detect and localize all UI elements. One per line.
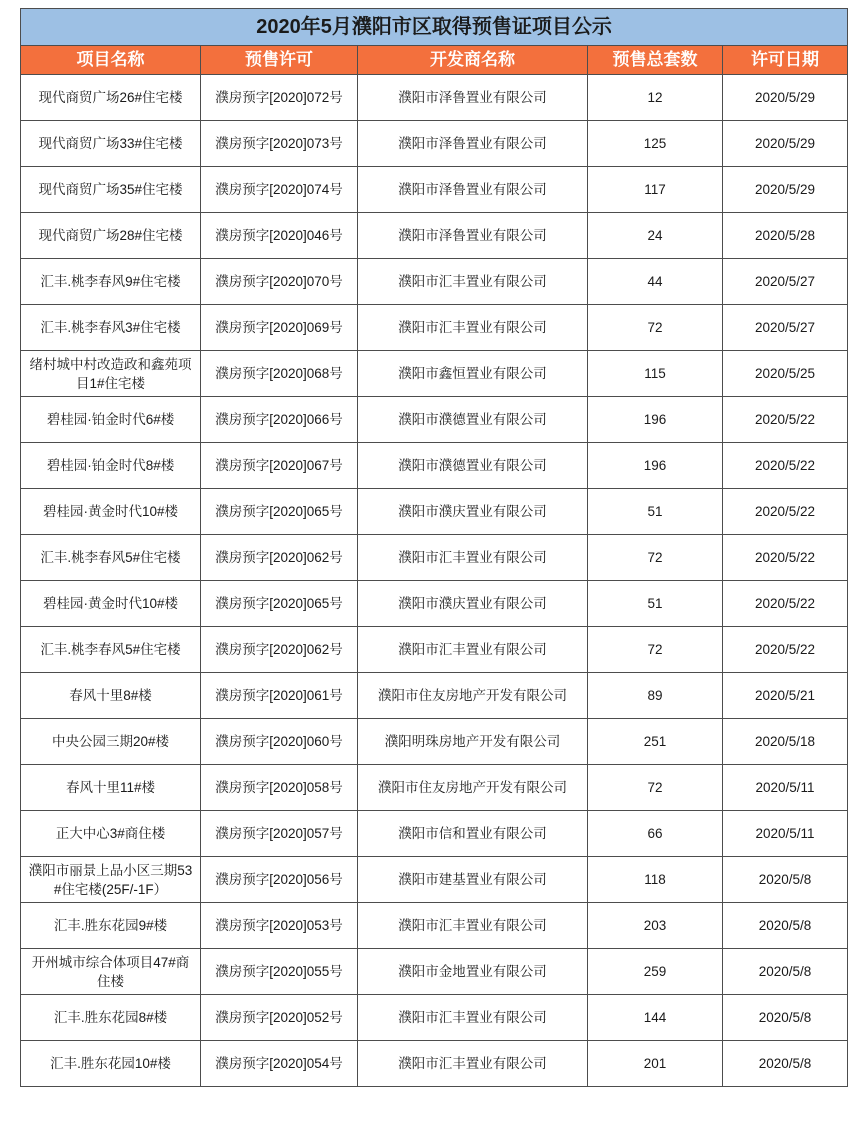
cell-project-name (21, 857, 201, 903)
cell-text: 251 (643, 734, 667, 749)
cell-text: 2020/5/18 (755, 734, 816, 749)
cell-permit-date (723, 305, 848, 351)
cell-text: 濮房预字[2020]061号 (215, 688, 343, 703)
cell-text: 2020/5/11 (755, 780, 815, 795)
cell-text: 51 (647, 504, 663, 519)
cell-text: 72 (647, 550, 663, 565)
cell-developer (358, 903, 588, 949)
cell-text: 24 (647, 228, 663, 243)
cell-presale-permit (201, 489, 358, 535)
cell-total-units (588, 167, 723, 213)
cell-text: 濮房预字[2020]067号 (215, 458, 343, 473)
cell-text: 2020/5/27 (755, 274, 816, 289)
cell-text: 汇丰.桃李春风5#住宅楼 (40, 550, 181, 565)
cell-developer (358, 857, 588, 903)
cell-total-units (588, 673, 723, 719)
cell-text: 2020/5/8 (758, 1010, 812, 1025)
cell-text: 2020/5/22 (755, 504, 816, 519)
table-row (21, 489, 848, 535)
cell-permit-date (723, 167, 848, 213)
cell-total-units (588, 305, 723, 351)
cell-presale-permit (201, 581, 358, 627)
cell-text: 濮房预字[2020]070号 (215, 274, 343, 289)
cell-text: 196 (643, 458, 667, 473)
table-row (21, 213, 848, 259)
cell-project-name (21, 397, 201, 443)
cell-text: 2020/5/22 (755, 412, 816, 427)
cell-text: 濮房预字[2020]073号 (215, 136, 343, 151)
cell-text: 濮房预字[2020]065号 (215, 596, 343, 611)
cell-project-name (21, 213, 201, 259)
cell-text: 濮阳市汇丰置业有限公司 (398, 274, 547, 289)
cell-permit-date (723, 75, 848, 121)
cell-text: 2020/5/29 (755, 136, 816, 151)
cell-presale-permit (201, 75, 358, 121)
cell-total-units (588, 811, 723, 857)
cell-text: 濮房预字[2020]057号 (215, 826, 343, 841)
table-row (21, 259, 848, 305)
cell-permit-date (723, 351, 848, 397)
cell-text: 2020/5/22 (755, 596, 816, 611)
table-row (21, 75, 848, 121)
page-title: 2020年5月濮阳市区取得预售证项目公示 (256, 16, 612, 38)
cell-text: 濮阳市汇丰置业有限公司 (398, 320, 547, 335)
cell-text: 濮阳市汇丰置业有限公司 (398, 642, 547, 657)
table-row (21, 167, 848, 213)
cell-project-name (21, 811, 201, 857)
cell-developer (358, 443, 588, 489)
cell-developer (358, 167, 588, 213)
cell-text: 196 (643, 412, 667, 427)
column-header-presale-permit (201, 46, 358, 75)
table-row (21, 305, 848, 351)
cell-text: 濮房预字[2020]065号 (215, 504, 343, 519)
cell-text: 濮阳市金地置业有限公司 (398, 964, 547, 979)
cell-text: 濮阳市濮庆置业有限公司 (398, 596, 547, 611)
cell-presale-permit (201, 1041, 358, 1087)
cell-text: 濮房预字[2020]062号 (215, 642, 343, 657)
cell-text: 濮阳市汇丰置业有限公司 (398, 1010, 547, 1025)
cell-text: 濮阳市汇丰置业有限公司 (398, 1056, 547, 1071)
cell-project-name (21, 443, 201, 489)
cell-text: 濮房预字[2020]074号 (215, 182, 343, 197)
table-row (21, 995, 848, 1041)
cell-text: 72 (647, 642, 663, 657)
cell-text: 2020/5/8 (758, 918, 812, 933)
cell-total-units (588, 213, 723, 259)
cell-text: 濮阳市汇丰置业有限公司 (398, 918, 547, 933)
cell-text: 濮阳市濮庆置业有限公司 (398, 504, 547, 519)
cell-text: 濮阳市泽鲁置业有限公司 (398, 90, 547, 105)
cell-text: 2020/5/22 (755, 642, 816, 657)
cell-permit-date (723, 581, 848, 627)
cell-text: 2020/5/29 (755, 90, 816, 105)
cell-text: 2020/5/29 (755, 182, 816, 197)
cell-permit-date (723, 213, 848, 259)
cell-developer (358, 673, 588, 719)
cell-text: 现代商贸广场35#住宅楼 (38, 182, 183, 197)
cell-text: 碧桂园·黄金时代10#楼 (42, 504, 179, 519)
cell-permit-date (723, 949, 848, 995)
column-header-developer (358, 46, 588, 75)
cell-presale-permit (201, 397, 358, 443)
cell-permit-date (723, 765, 848, 811)
cell-text: 201 (643, 1056, 667, 1071)
cell-permit-date (723, 673, 848, 719)
cell-total-units (588, 995, 723, 1041)
cell-text: 碧桂园·铂金时代6#楼 (46, 412, 175, 427)
cell-project-name (21, 581, 201, 627)
cell-project-name (21, 949, 201, 995)
cell-text: 濮阳市濮德置业有限公司 (398, 412, 547, 427)
cell-text: 濮房预字[2020]054号 (215, 1056, 343, 1071)
cell-text: 现代商贸广场26#住宅楼 (38, 90, 183, 105)
cell-permit-date (723, 903, 848, 949)
cell-text: 2020/5/28 (755, 228, 816, 243)
cell-permit-date (723, 1041, 848, 1087)
cell-text: 2020/5/21 (755, 688, 816, 703)
cell-presale-permit (201, 995, 358, 1041)
table-row (21, 443, 848, 489)
cell-text: 濮房预字[2020]062号 (215, 550, 343, 565)
cell-text: 203 (643, 918, 667, 933)
cell-text: 汇丰.桃李春风5#住宅楼 (40, 642, 181, 657)
cell-text: 濮房预字[2020]052号 (215, 1010, 343, 1025)
cell-presale-permit (201, 213, 358, 259)
cell-presale-permit (201, 121, 358, 167)
table-row (21, 627, 848, 673)
cell-developer (358, 949, 588, 995)
cell-presale-permit (201, 765, 358, 811)
cell-total-units (588, 75, 723, 121)
cell-permit-date (723, 121, 848, 167)
cell-permit-date (723, 397, 848, 443)
cell-text: 现代商贸广场28#住宅楼 (38, 228, 183, 243)
table-title-row (21, 9, 848, 46)
column-header-label: 许可日期 (751, 50, 820, 69)
cell-text: 66 (647, 826, 663, 841)
cell-text: 2020/5/8 (758, 872, 812, 887)
cell-developer (358, 581, 588, 627)
cell-text: 2020/5/27 (755, 320, 816, 335)
table-row (21, 351, 848, 397)
cell-presale-permit (201, 719, 358, 765)
cell-text: 89 (647, 688, 663, 703)
cell-project-name (21, 75, 201, 121)
cell-total-units (588, 1041, 723, 1087)
cell-total-units (588, 397, 723, 443)
cell-total-units (588, 719, 723, 765)
cell-text: 正大中心3#商住楼 (55, 826, 166, 841)
cell-project-name (21, 121, 201, 167)
cell-text: 259 (643, 964, 667, 979)
cell-developer (358, 535, 588, 581)
cell-permit-date (723, 443, 848, 489)
column-header-permit-date (723, 46, 848, 75)
cell-total-units (588, 949, 723, 995)
table-header-row (21, 46, 848, 75)
presale-permit-table (20, 8, 848, 1087)
cell-presale-permit (201, 305, 358, 351)
cell-project-name (21, 627, 201, 673)
cell-total-units (588, 351, 723, 397)
cell-text: 汇丰.桃李春风3#住宅楼 (40, 320, 181, 335)
cell-text: 濮阳明珠房地产开发有限公司 (384, 734, 561, 749)
cell-text: 2020/5/8 (758, 964, 812, 979)
cell-text: 汇丰.胜东花园9#楼 (53, 918, 168, 933)
cell-developer (358, 259, 588, 305)
cell-developer (358, 213, 588, 259)
cell-permit-date (723, 995, 848, 1041)
cell-project-name (21, 995, 201, 1041)
cell-developer (358, 995, 588, 1041)
cell-text: 2020/5/8 (758, 1056, 812, 1071)
cell-text: 现代商贸广场33#住宅楼 (38, 136, 183, 151)
cell-total-units (588, 259, 723, 305)
cell-text: 濮阳市汇丰置业有限公司 (398, 550, 547, 565)
cell-developer (358, 765, 588, 811)
cell-developer (358, 811, 588, 857)
cell-total-units (588, 489, 723, 535)
cell-text: 117 (644, 182, 666, 197)
cell-presale-permit (201, 811, 358, 857)
cell-text: 72 (647, 320, 663, 335)
cell-developer (358, 305, 588, 351)
table-row (21, 811, 848, 857)
cell-text: 汇丰.胜东花园10#楼 (50, 1056, 171, 1071)
cell-text: 濮房预字[2020]046号 (215, 228, 343, 243)
table-row (21, 765, 848, 811)
cell-total-units (588, 121, 723, 167)
column-header-label: 预售许可 (245, 50, 313, 69)
cell-text: 绪村城中村改造政和鑫苑项目1#住宅楼 (29, 356, 192, 391)
cell-presale-permit (201, 351, 358, 397)
cell-project-name (21, 1041, 201, 1087)
cell-text: 中央公园三期20#楼 (51, 734, 170, 749)
cell-total-units (588, 443, 723, 489)
table-row (21, 949, 848, 995)
cell-text: 44 (647, 274, 663, 289)
cell-text: 濮房预字[2020]072号 (215, 90, 343, 105)
cell-text: 2020/5/11 (755, 826, 815, 841)
cell-total-units (588, 535, 723, 581)
cell-developer (358, 351, 588, 397)
cell-text: 濮房预字[2020]069号 (215, 320, 343, 335)
cell-developer (358, 397, 588, 443)
cell-text: 濮阳市信和置业有限公司 (398, 826, 547, 841)
cell-permit-date (723, 719, 848, 765)
cell-text: 濮阳市泽鲁置业有限公司 (398, 182, 547, 197)
cell-text: 144 (643, 1010, 667, 1025)
cell-text: 濮房预字[2020]053号 (215, 918, 343, 933)
cell-permit-date (723, 259, 848, 305)
cell-text: 春风十里8#楼 (69, 688, 152, 703)
cell-text: 12 (647, 90, 663, 105)
cell-text: 濮阳市建基置业有限公司 (398, 872, 547, 887)
cell-text: 118 (644, 872, 666, 887)
table-row (21, 719, 848, 765)
cell-text: 2020/5/22 (755, 458, 816, 473)
cell-presale-permit (201, 903, 358, 949)
cell-text: 濮房预字[2020]068号 (215, 366, 343, 381)
table-row (21, 673, 848, 719)
table-row (21, 397, 848, 443)
column-header-project-name (21, 46, 201, 75)
cell-text: 濮阳市泽鲁置业有限公司 (398, 228, 547, 243)
column-header-total-units (588, 46, 723, 75)
cell-total-units (588, 765, 723, 811)
cell-project-name (21, 903, 201, 949)
cell-developer (358, 489, 588, 535)
cell-project-name (21, 351, 201, 397)
cell-permit-date (723, 811, 848, 857)
cell-text: 濮阳市鑫恒置业有限公司 (398, 366, 547, 381)
table-body (21, 75, 848, 1087)
cell-text: 濮房预字[2020]055号 (215, 964, 343, 979)
cell-developer (358, 719, 588, 765)
cell-presale-permit (201, 167, 358, 213)
table-row (21, 1041, 848, 1087)
cell-permit-date (723, 535, 848, 581)
table-row (21, 581, 848, 627)
cell-text: 开州城市综合体项目47#商住楼 (31, 954, 190, 989)
cell-total-units (588, 903, 723, 949)
cell-text: 碧桂园·黄金时代10#楼 (42, 596, 179, 611)
cell-developer (358, 75, 588, 121)
table-row (21, 857, 848, 903)
cell-presale-permit (201, 627, 358, 673)
cell-project-name (21, 259, 201, 305)
cell-developer (358, 121, 588, 167)
cell-text: 115 (644, 366, 666, 381)
cell-project-name (21, 535, 201, 581)
table-row (21, 535, 848, 581)
cell-text: 2020/5/25 (755, 366, 816, 381)
cell-project-name (21, 765, 201, 811)
table-row (21, 121, 848, 167)
table-title-cell (21, 9, 848, 46)
cell-project-name (21, 673, 201, 719)
cell-permit-date (723, 627, 848, 673)
cell-text: 2020/5/22 (755, 550, 816, 565)
cell-project-name (21, 305, 201, 351)
cell-text: 濮阳市住友房地产开发有限公司 (378, 780, 567, 795)
cell-project-name (21, 719, 201, 765)
cell-text: 濮阳市住友房地产开发有限公司 (378, 688, 567, 703)
cell-presale-permit (201, 443, 358, 489)
cell-text: 51 (647, 596, 663, 611)
cell-total-units (588, 857, 723, 903)
cell-text: 濮阳市泽鲁置业有限公司 (398, 136, 547, 151)
cell-permit-date (723, 489, 848, 535)
column-header-label: 预售总套数 (612, 50, 698, 69)
cell-text: 125 (643, 136, 667, 151)
cell-text: 濮房预字[2020]056号 (215, 872, 343, 887)
cell-text: 濮房预字[2020]060号 (215, 734, 343, 749)
cell-text: 濮房预字[2020]066号 (215, 412, 343, 427)
cell-total-units (588, 627, 723, 673)
cell-text: 汇丰.桃李春风9#住宅楼 (40, 274, 181, 289)
cell-text: 濮房预字[2020]058号 (215, 780, 343, 795)
cell-permit-date (723, 857, 848, 903)
table-row (21, 903, 848, 949)
column-header-label: 开发商名称 (430, 50, 515, 69)
cell-text: 碧桂园·铂金时代8#楼 (46, 458, 175, 473)
cell-text: 汇丰.胜东花园8#楼 (53, 1010, 168, 1025)
cell-presale-permit (201, 673, 358, 719)
cell-total-units (588, 581, 723, 627)
cell-developer (358, 627, 588, 673)
cell-project-name (21, 167, 201, 213)
cell-presale-permit (201, 857, 358, 903)
cell-project-name (21, 489, 201, 535)
cell-presale-permit (201, 259, 358, 305)
cell-developer (358, 1041, 588, 1087)
cell-text: 72 (647, 780, 663, 795)
column-header-label: 项目名称 (76, 50, 145, 69)
cell-text: 濮阳市濮德置业有限公司 (398, 458, 547, 473)
cell-text: 春风十里11#楼 (65, 780, 156, 795)
cell-presale-permit (201, 949, 358, 995)
cell-presale-permit (201, 535, 358, 581)
cell-text: 濮阳市丽景上品小区三期53#住宅楼(25F/-1F） (28, 862, 193, 897)
